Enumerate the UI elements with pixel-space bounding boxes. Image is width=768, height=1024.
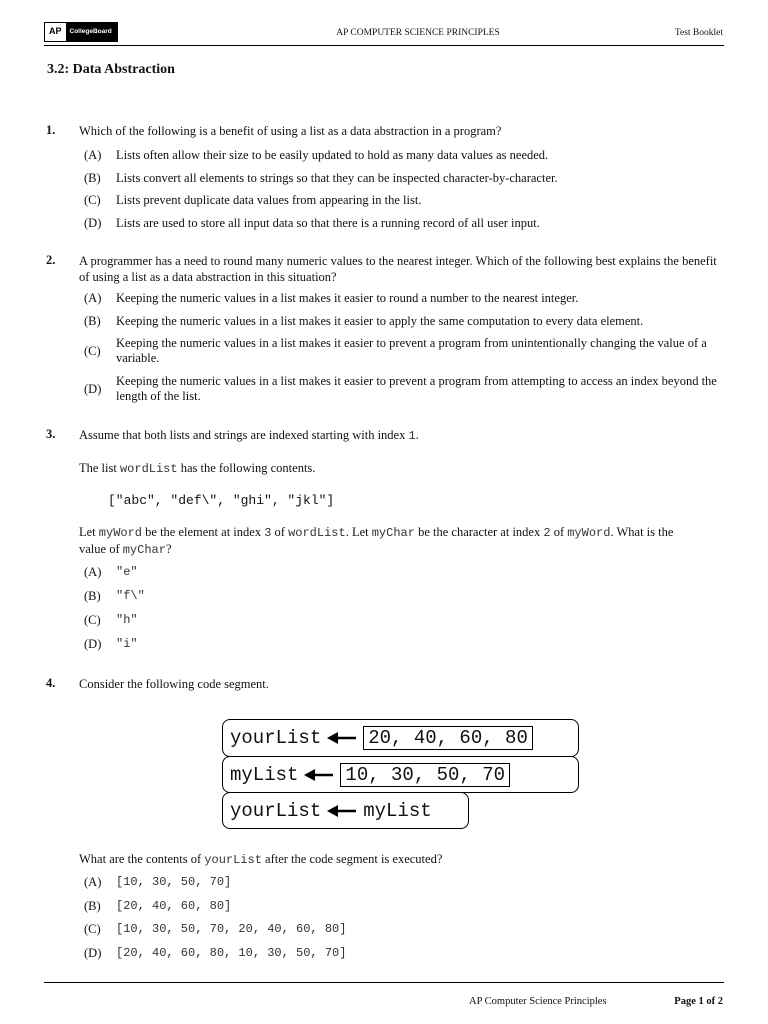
stem-text: has the following contents. [180,461,316,475]
choice-text: [10, 30, 50, 70] [116,875,232,889]
choice-text: "e" [116,565,138,579]
stem-text: Assume that both lists and strings are indexed starting with index [79,428,406,442]
question-4-choice-d[interactable] [84,946,731,961]
stem-text: What are the contents of [79,852,202,866]
question-2-number: 2. [46,253,56,267]
choice-letter: (C) [84,922,101,936]
question-1-choice-c[interactable] [84,193,731,208]
question-4-question [79,851,729,868]
footer-divider [44,982,724,983]
code-var-yourlist: yourList [230,799,322,822]
choice-letter: (C) [84,193,101,207]
question-2-choice-b[interactable] [84,314,731,329]
question-3-question [79,524,679,558]
choice-text: "h" [116,613,138,627]
question-3-choice-c[interactable] [84,613,731,628]
code-index: 2 [543,526,551,540]
choice-text: Lists prevent duplicate data values from appearing in the list. [116,193,422,207]
logo-ap-text: AP [45,23,66,41]
choice-letter: (C) [84,613,101,627]
code-list-literal: 10, 30, 50, 70 [340,763,510,787]
question-3-choice-b[interactable] [84,589,731,604]
stem-text: after the code segment is executed? [265,852,443,866]
choice-letter: (A) [84,875,102,889]
code-myword: myWord [567,526,611,540]
choice-text: Keeping the numeric values in a list makes it easier to apply the same computation to every data element. [116,314,644,328]
choice-text: [10, 30, 50, 70, 20, 40, 60, 80] [116,922,347,936]
question-4-stem: Consider the following code segment. [79,677,269,691]
choice-letter: (A) [84,565,102,579]
question-4-choice-c[interactable] [84,922,731,937]
question-3-list-intro [79,460,729,477]
header-divider [44,45,724,46]
question-1-choice-a[interactable] [84,148,731,163]
assign-arrow-icon [327,728,357,748]
stem-text: be the character at index [418,525,541,539]
question-3-number: 3. [46,427,56,441]
stem-punct: . [415,428,419,442]
code-block-assign-yourlist [222,719,579,757]
stem-text: . What is the value of [79,525,674,556]
code-block-assign-mylist [222,756,579,793]
choice-text: Keeping the numeric values in a list makes it easier to prevent a program from unintentionally changing the value of a variable. [116,336,707,365]
assign-arrow-icon [327,801,357,821]
code-wordlist: wordList [119,462,178,476]
choice-text: Lists are used to store all input data so that there is a running record of all user input. [116,216,540,230]
code-yourlist: yourList [204,853,262,867]
question-4-choice-b[interactable] [84,899,731,914]
code-var-mylist: myList [363,799,432,822]
code-wordlist: wordList [288,526,346,540]
choice-text: [20, 40, 60, 80] [116,899,232,913]
choice-letter: (B) [84,589,101,603]
stem-text: Let [79,525,96,539]
question-1-stem: Which of the following is a benefit of using a list as a data abstraction in a program? [79,124,502,138]
question-1-number: 1. [46,123,56,137]
stem-text: of [274,525,285,539]
header-title: AP COMPUTER SCIENCE PRINCIPLES [336,28,500,38]
choice-letter: (D) [84,216,102,230]
choice-text: [20, 40, 60, 80, 10, 30, 50, 70] [116,946,347,960]
question-3-choice-a[interactable] [84,565,731,580]
choice-letter: (D) [84,946,102,960]
choice-text: Lists convert all elements to strings so that they can be inspected character-by-character. [116,171,558,185]
code-var-yourlist: yourList [230,727,322,749]
choice-letter: (D) [84,637,102,651]
choice-letter: (A) [84,148,102,162]
footer-page-number: Page 1 of 2 [674,996,723,1007]
code-myword: myWord [98,526,143,540]
choice-letter: (A) [84,291,102,305]
choice-text: Keeping the numeric values in a list makes it easier to round a number to the nearest integer. [116,291,579,305]
code-block-assign-yourlist-mylist [222,792,469,829]
question-3-stem [79,427,729,444]
choice-text: Keeping the numeric values in a list makes it easier to prevent a program from attempting to access an index beyond the length of the list. [116,374,717,403]
wordlist-contents: ["abc", "def\", "ghi", "jkl"] [108,493,335,508]
stem-text: be the element at index [145,525,262,539]
assign-arrow-icon [304,765,334,785]
stem-text: . Let [345,525,369,539]
question-1-choice-b[interactable] [84,171,731,186]
choice-letter: (B) [84,314,101,328]
question-2-stem: A programmer has a need to round many numeric values to the nearest integer. Which of the following best explains the benefit of using a list as a data abstraction in this situation? [79,254,717,284]
choice-letter: (D) [84,381,102,396]
question-3-choice-d[interactable] [84,637,731,652]
choice-letter: (B) [84,899,101,913]
question-4-number: 4. [46,676,56,690]
logo-collegeboard-text: CollegeBoard [66,23,117,41]
question-1-choice-d[interactable] [84,216,731,231]
code-index: 3 [264,526,272,540]
code-var-mylist: myList [230,763,299,786]
choice-text: Lists often allow their size to be easily updated to hold as many data values as needed. [116,148,549,162]
choice-text: "i" [116,637,138,651]
choice-text: "f\" [116,589,145,603]
question-2-choice-a[interactable] [84,291,731,306]
code-list-literal: 20, 40, 60, 80 [363,726,533,750]
section-title: 3.2: Data Abstraction [47,62,175,77]
code-mychar: myChar [371,526,415,540]
choice-letter: (B) [84,171,101,185]
question-2-choice-d[interactable] [84,374,731,404]
stem-text: The list [79,461,117,475]
code-index: 1 [408,429,416,443]
stem-text: ? [165,542,172,556]
header-booklet-label: Test Booklet [674,28,723,38]
stem-text: of [553,525,565,539]
question-4-choice-a[interactable] [84,875,731,890]
footer-course-name: AP Computer Science Principles [469,996,607,1007]
question-2-choice-c[interactable] [84,336,731,366]
choice-letter: (C) [84,343,101,358]
code-mychar: myChar [122,543,166,557]
